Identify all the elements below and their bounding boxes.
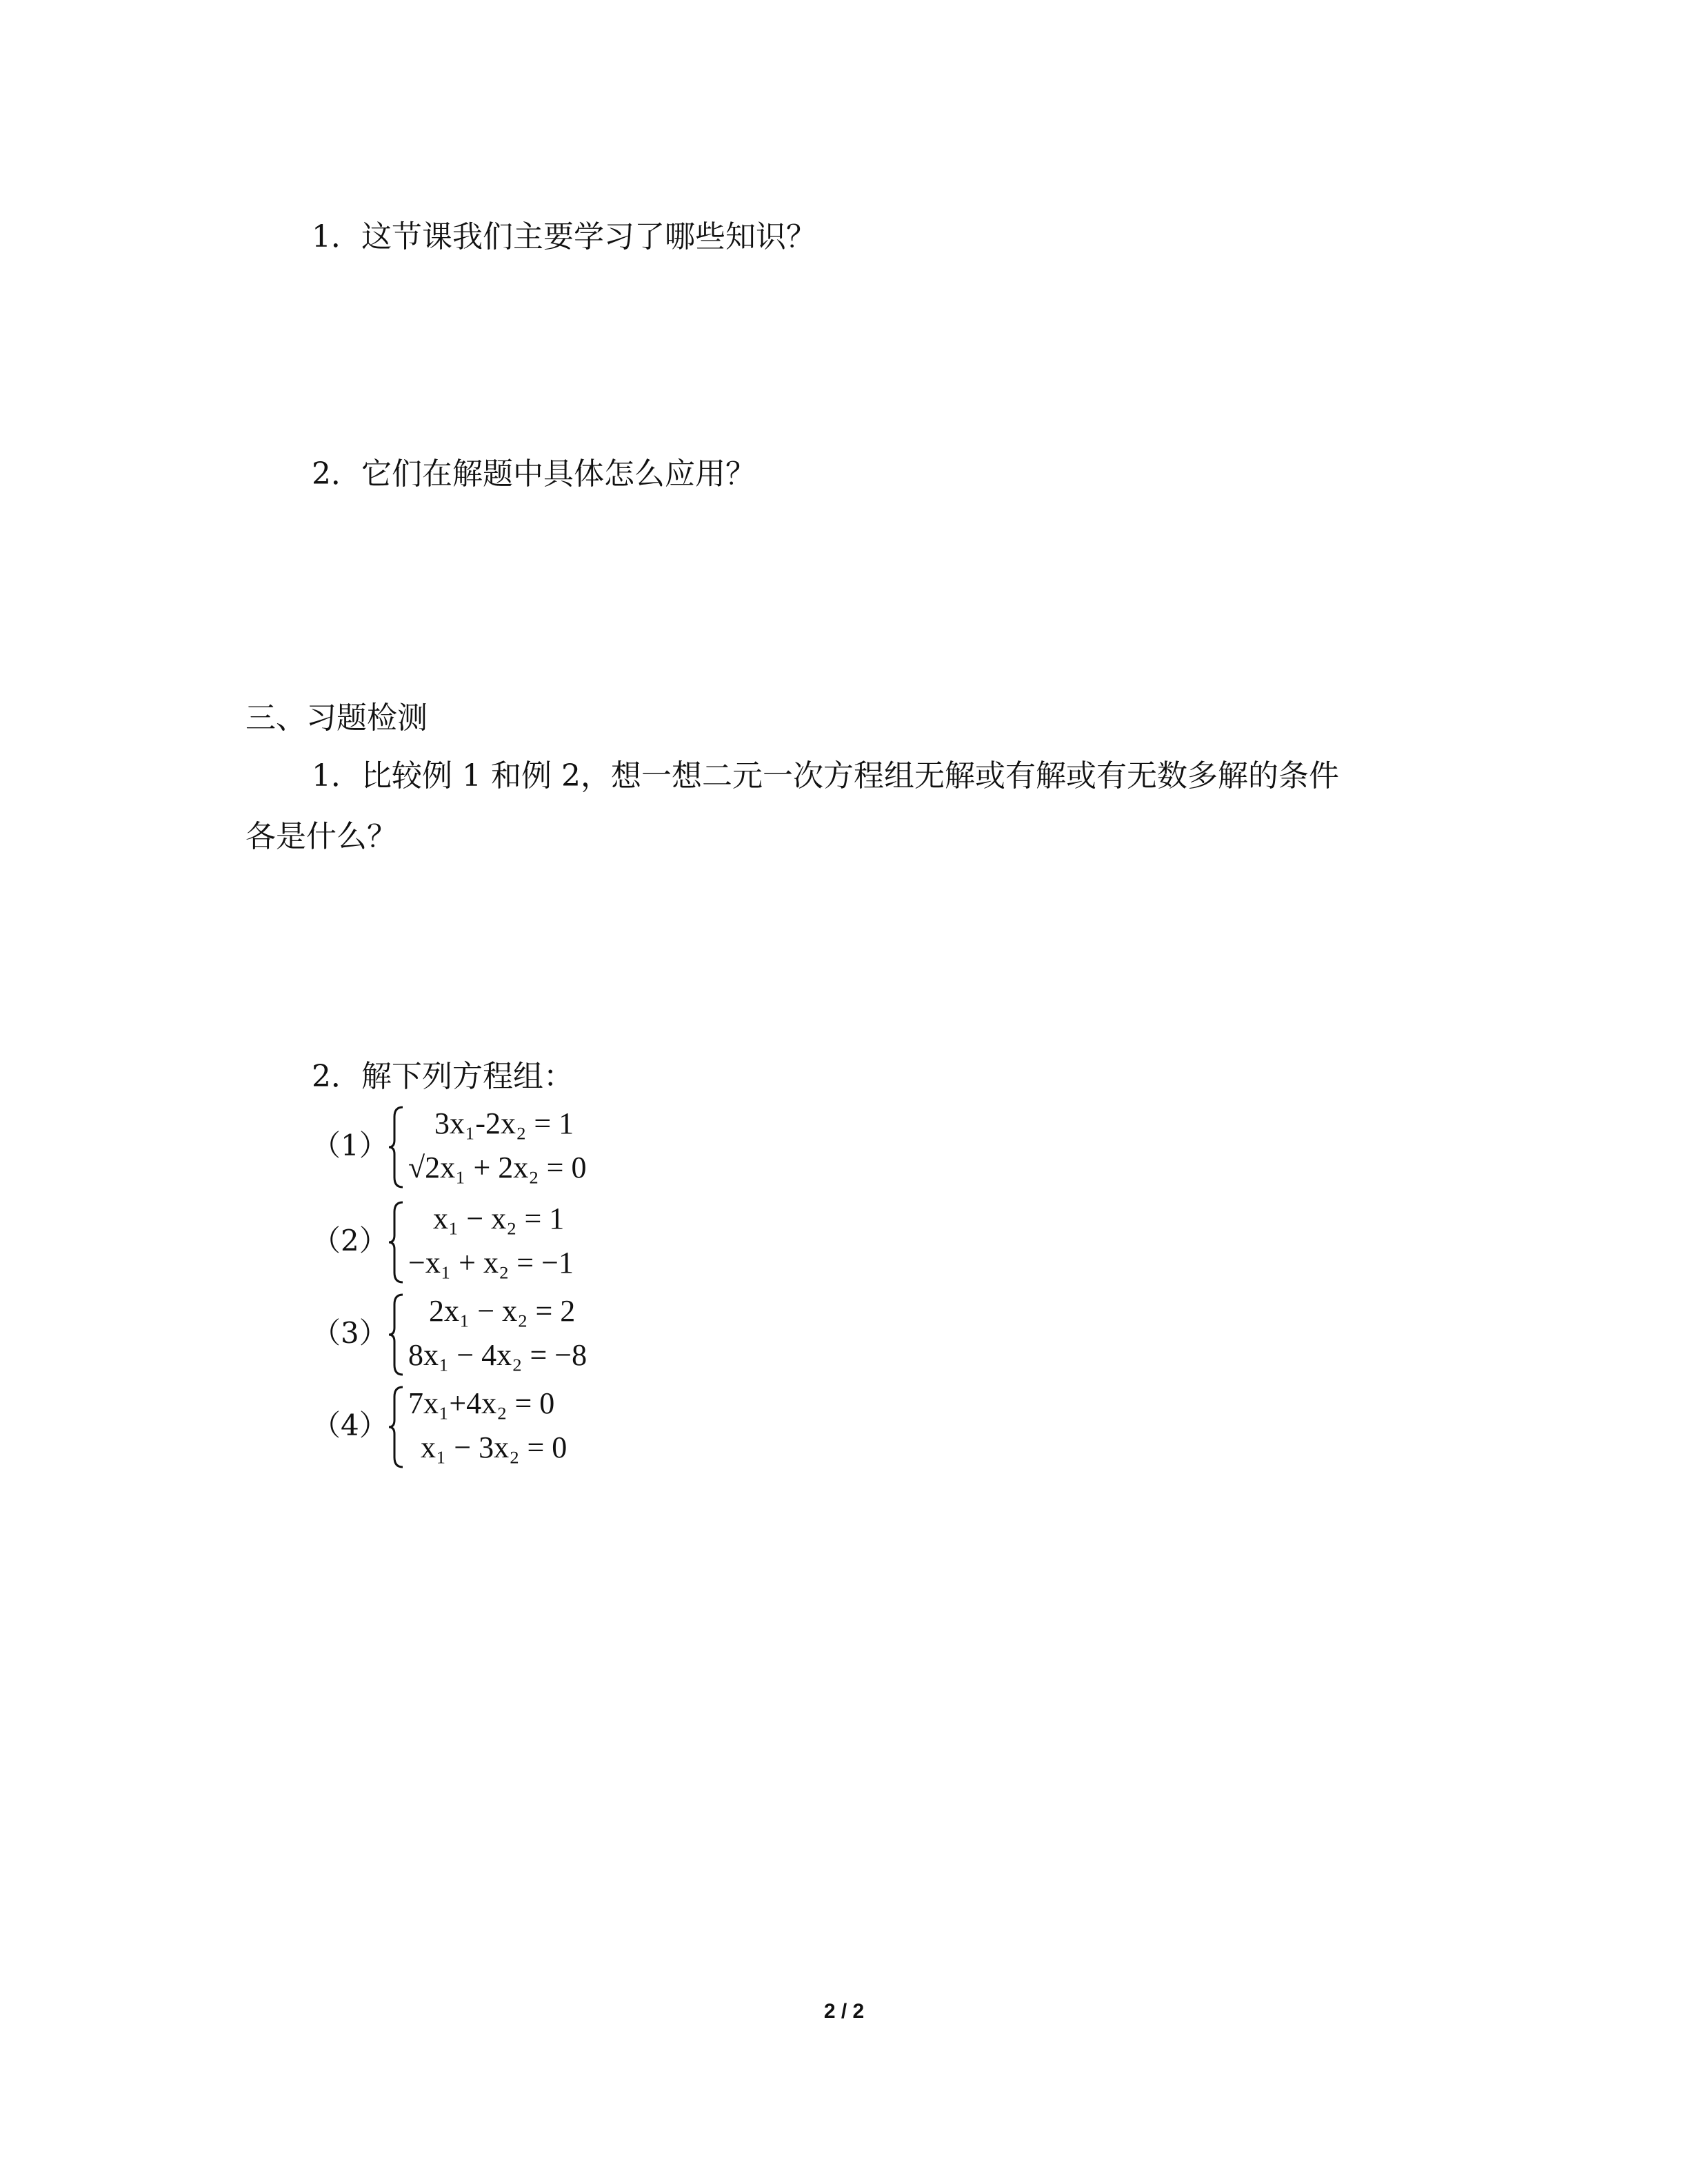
system-label: （1）	[312, 1129, 388, 1162]
exercise-1-line-2: 各是什么？	[245, 819, 397, 854]
system-label: （2）	[312, 1224, 388, 1257]
page-number: 2 / 2	[823, 2000, 865, 2023]
left-brace-icon	[388, 1104, 407, 1190]
equation-system-2	[312, 1200, 643, 1285]
left-brace-icon	[388, 1200, 407, 1285]
system-label: （4）	[312, 1408, 388, 1442]
equation-system-4	[312, 1384, 643, 1470]
system-equation-1: x₁ − x₂ = 1	[433, 1202, 565, 1235]
system-equation-2: 8x₁ − 4x₂ = −8	[408, 1338, 587, 1372]
left-brace-icon	[388, 1384, 407, 1470]
left-brace-icon	[388, 1292, 407, 1377]
exercise-2-title: 2．解下列方程组：	[312, 1059, 574, 1094]
review-question-2: 2．它们在解题中具体怎么应用？	[312, 456, 756, 492]
system-equation-1: 3x₁-2x₂ = 1	[434, 1106, 574, 1140]
section-heading: 三、习题检测	[245, 700, 428, 736]
exercise-1-line-1: 1．比较例 1 和例 2，想一想二元一次方程组无解或有解或有无数多解的条件	[312, 758, 1339, 793]
system-equation-2: −x₁ + x₂ = −1	[408, 1246, 574, 1280]
system-equation-1: 2x₁ − x₂ = 2	[429, 1294, 576, 1328]
equation-system-1	[312, 1104, 643, 1190]
system-equation-2: x₁ − 3x₂ = 0	[421, 1430, 567, 1464]
equation-system-3	[312, 1292, 643, 1377]
system-label: （3）	[312, 1316, 388, 1350]
system-equation-1: 7x₁+4x₂ = 0	[408, 1386, 555, 1420]
review-question-1: 1．这节课我们主要学习了哪些知识？	[312, 219, 816, 254]
system-equation-2: √2x₁ + 2x₂ = 0	[408, 1151, 587, 1184]
